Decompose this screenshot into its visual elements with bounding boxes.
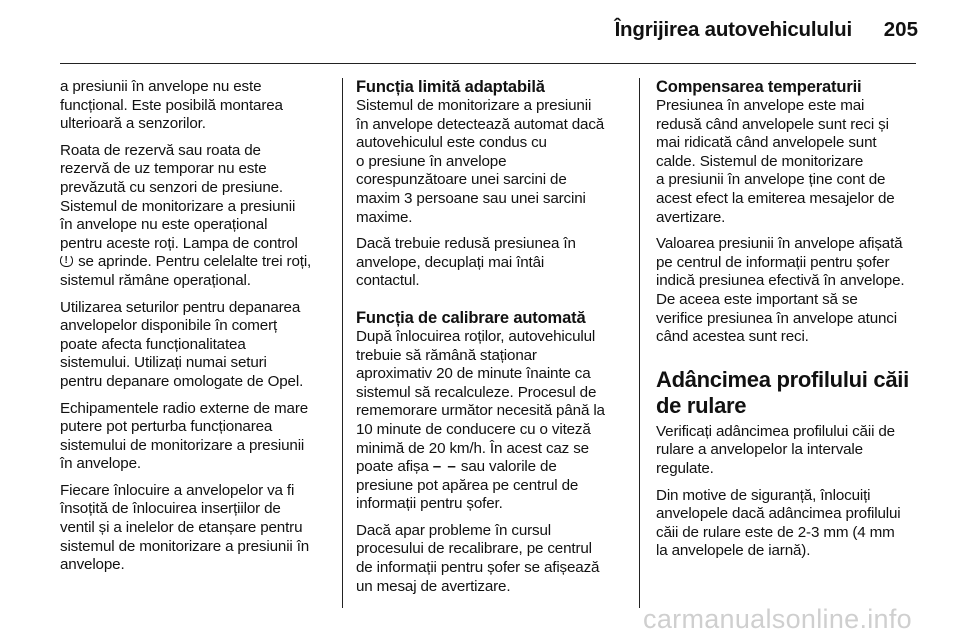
column-3 <box>656 78 928 569</box>
paragraph <box>656 423 928 479</box>
text-line <box>356 458 628 477</box>
text-line: în anvelope detectează automat dacă <box>356 115 605 133</box>
text-line: ventil și a inelelor de etanșare pentru <box>60 519 303 537</box>
paragraph <box>356 328 628 514</box>
heading-line: Adâncimea profilului căii <box>656 366 909 392</box>
text-line: Roata de rezervă sau roata de <box>60 141 261 159</box>
text-line: aproximativ 20 de minute înainte ca <box>356 365 591 383</box>
text-line: Presiunea în anvelope este mai <box>656 97 865 114</box>
paragraph <box>60 78 332 134</box>
text-line: Dacă trebuie redusă presiunea în <box>356 235 576 253</box>
heading-line: de rulare <box>656 392 747 418</box>
text-line: procesului de recalibrare, pe centrul <box>356 540 592 558</box>
text-line: o presiune în anvelope <box>356 152 507 170</box>
text-line: avertizare. <box>656 208 726 226</box>
text-line <box>60 253 332 272</box>
text-line: presiune pot apărea pe centrul de <box>356 476 579 494</box>
column-divider <box>639 78 640 608</box>
text-line: informații pentru șofer. <box>356 495 503 513</box>
text-line: maxime. <box>356 208 413 226</box>
page-number: 205 <box>883 18 918 41</box>
text-line: rezervă de uz temporar nu este <box>60 160 267 178</box>
text-line: sistemului. Utilizați numai seturi <box>60 354 267 372</box>
text-line: căii de rulare este de 2-3 mm (4 mm <box>656 523 895 541</box>
text-line: Verificați adâncimea profilului căii de <box>656 422 895 440</box>
text-line: Dacă apar probleme în cursul <box>356 521 552 539</box>
text-line: 10 minute de conducere cu o viteză <box>356 420 591 438</box>
paragraph <box>356 97 628 227</box>
column-divider <box>342 78 343 608</box>
text-line: mai ridicată când anvelopele sunt <box>656 134 877 152</box>
text-line: pentru depanare omologate de Opel. <box>60 372 304 390</box>
text-line: sistemului de monitorizare a presiunii <box>60 436 305 454</box>
text-line: un mesaj de avertizare. <box>356 577 511 595</box>
text-line: indică presiunea efectivă în anvelope. <box>656 272 905 290</box>
text-line: trebuie să rămână staționar <box>356 346 537 364</box>
text-line: Valoarea presiunii în anvelope afișată <box>656 235 903 253</box>
text-line: Din motive de siguranță, înlocuiți <box>656 486 871 504</box>
paragraph <box>60 482 332 575</box>
text-line: De aceea este important să se <box>656 290 858 308</box>
text-line: Fiecare înlocuire a anvelopelor va fi <box>60 481 295 499</box>
text-line: a presiunii în anvelope nu este <box>60 78 262 95</box>
text-line: Sistemul de monitorizare a presiunii <box>60 197 296 215</box>
text-line: funcțional. Este posibilă montarea <box>60 96 283 114</box>
text-line: Utilizarea seturilor pentru depanarea <box>60 298 301 316</box>
chapter-heading <box>656 367 928 419</box>
text-line: rulare a anvelopelor la intervale <box>656 441 863 459</box>
text-line: pe centrul de informații pentru șofer <box>656 253 890 271</box>
paragraph <box>356 235 628 291</box>
text-line: putere pot perturba funcționarea <box>60 418 273 436</box>
text-line: în anvelope. <box>60 455 141 473</box>
paragraph <box>356 522 628 596</box>
page-header-title: Îngrijirea autovehiculului <box>614 18 852 41</box>
text-line: de informații pentru șofer se afișează <box>356 559 600 577</box>
text-line: sistemul să recalculeze. Procesul de <box>356 383 597 401</box>
text-line: După înlocuirea roților, autovehiculul <box>356 327 596 345</box>
section-heading: Funcția limită adaptabilă <box>356 78 545 96</box>
text-fragment: poate afișa <box>356 458 433 476</box>
watermark: carmanualsonline.info <box>643 604 912 634</box>
text-line: acest efect la emiterea mesajelor de <box>656 189 895 207</box>
text-line: Sistemul de monitorizare a presiunii <box>356 97 592 114</box>
paragraph <box>656 97 928 227</box>
text-line: minimă de 20 km/h. În acest caz se <box>356 439 589 457</box>
text-line: poate afecta funcționalitatea <box>60 335 246 353</box>
paragraph <box>656 235 928 347</box>
text-line: anvelope. <box>60 556 125 574</box>
text-line: contactul. <box>356 272 420 290</box>
paragraph <box>60 142 332 291</box>
text-line: sistemul rămâne operațional. <box>60 271 251 289</box>
text-line: a presiunii în anvelope ține cont de <box>656 171 886 189</box>
text-line: ulterioară a senzorilor. <box>60 115 206 133</box>
text-line: corespunzătoare unei sarcini de <box>356 171 567 189</box>
text-line: anvelopele dacă adâncimea profilului <box>656 505 901 523</box>
paragraph <box>60 299 332 392</box>
text-fragment: se aprinde. Pentru celelalte trei roți, <box>74 253 312 271</box>
text-line: anvelope, decuplați mai întâi <box>356 253 545 271</box>
text-line: verifice presiunea în anvelope atunci <box>656 309 897 327</box>
column-1 <box>60 78 332 583</box>
header-rule <box>60 63 916 64</box>
text-line: Echipamentele radio externe de mare <box>60 399 309 417</box>
text-line: sistemul de monitorizare a presiunii în <box>60 537 310 555</box>
paragraph <box>60 400 332 474</box>
text-line: rememorare următor necesită până la <box>356 402 605 420</box>
text-line: regulate. <box>656 459 714 477</box>
text-line: la anvelopele de iarnă). <box>656 542 811 560</box>
text-fragment: sau valorile de <box>456 458 557 476</box>
text-line: calde. Sistemul de monitorizare <box>656 152 864 170</box>
no-value-display-symbol: – – <box>432 458 457 476</box>
section-heading: Compensarea temperaturii <box>656 78 862 96</box>
text-line: maxim 3 persoane sau unei sarcini <box>356 189 586 207</box>
column-2 <box>356 78 628 604</box>
text-line: însoțită de înlocuirea inserțiilor de <box>60 500 281 518</box>
text-line: redusă când anvelopele sunt reci și <box>656 115 889 133</box>
text-line: în anvelope nu este operațional <box>60 216 268 234</box>
text-line: autovehiculul este condus cu <box>356 134 547 152</box>
text-line: prevăzută cu senzori de presiune. <box>60 178 283 196</box>
section-heading: Funcția de calibrare automată <box>356 308 586 327</box>
text-line: anvelopelor disponibile în comerț <box>60 317 278 335</box>
paragraph <box>656 487 928 561</box>
text-line: pentru aceste roți. Lampa de control <box>60 234 298 252</box>
text-line: când acestea sunt reci. <box>656 328 809 346</box>
tire-pressure-warning-icon <box>60 254 73 267</box>
